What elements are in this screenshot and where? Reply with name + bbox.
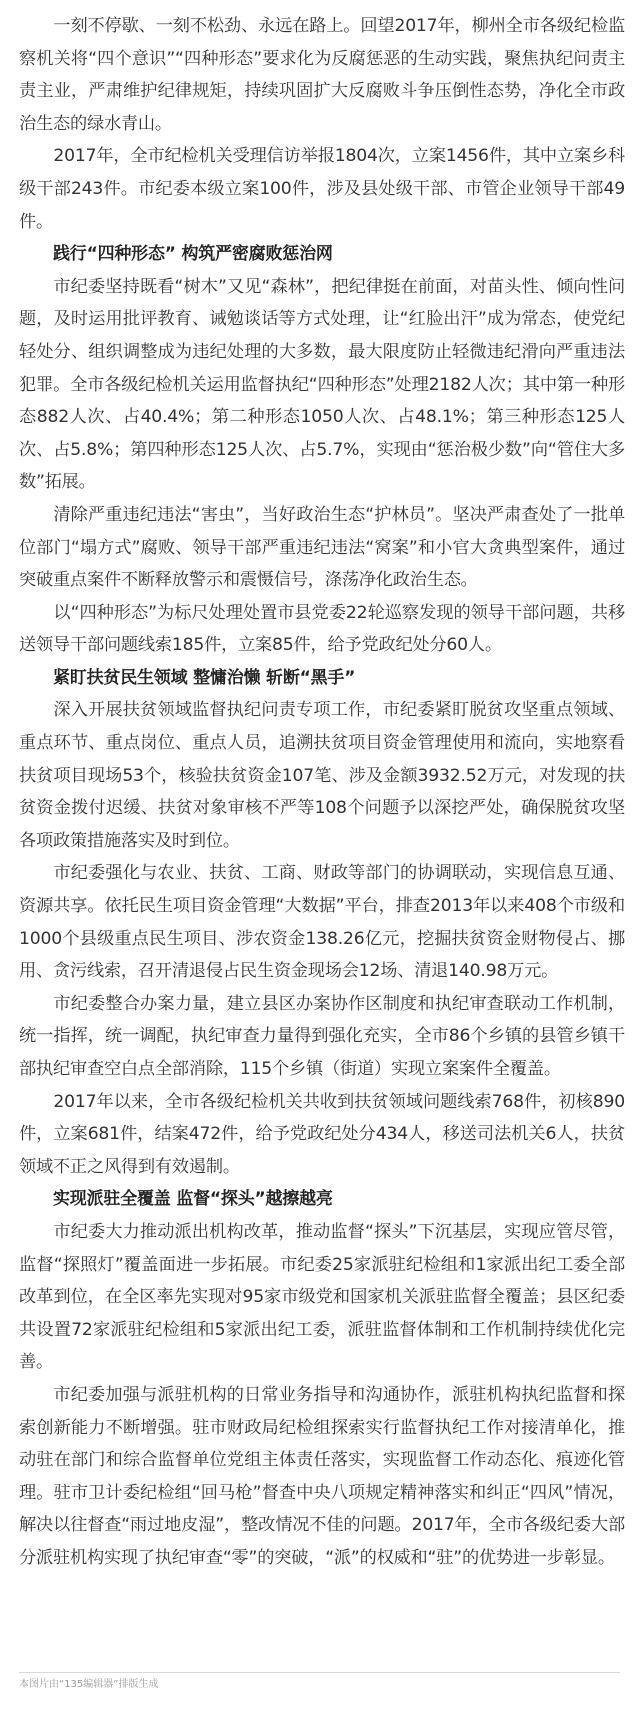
section-heading: 实现派驻全覆盖 监督“探头”越擦越亮 xyxy=(53,1189,333,1210)
article-paragraph: 市纪委大力推动派出机构改革，推动监督“探头”下沉基层，实现应管尽管，监督“探照灯”覆盖面进一步拓展。市纪委25家派驻纪检组和1家派出纪工委全部改革到位，在全区率先实现对95家市级党和国家机关派驻监督全覆盖；县区纪委共设置72家派驻纪检组和5家派出纪工委，派驻监督体制和工作机制持续优化完善。 xyxy=(19,1221,625,1373)
article-paragraph: 市纪委强化与农业、扶贫、工商、财政等部门的协调联动，实现信息互通、资源共享。依托民生项目资金管理“大数据”平台，排查2013年以来408个市级和1000个县级重点民生项目、涉农资金138.26亿元，挖掘扶贫资金财物侵占、挪用、贪污线索，召开清退侵占民生资金现场会12场、清退140.98万元。 xyxy=(19,863,625,982)
article-paragraph: 市纪委加强与派驻机构的日常业务指导和沟通协作，派驻机构执纪监督和探索创新能力不断增强。驻市财政局纪检组探索实行监督执纪工作对接清单化，推动驻在部门和综合监督单位党组主体责任落实，实现监督工作动态化、痕迹化管理。驻市卫计委纪检组“回马枪”督查中央八项规定精神落实和纠正“四风”情况，解决以往督查“雨过地皮湿”，整改情况不佳的问题。2017年，全市各级纪委大部分派驻机构实现了执纪审查“零”的突破，“派”的权威和“驻”的优势进一步彰显。 xyxy=(19,1384,625,1568)
section-heading: 践行“四种形态” 构筑严密腐败惩治网 xyxy=(53,244,333,265)
section-heading: 紧盯扶贫民生领域 整慵治懒 斩断“黑手” xyxy=(53,667,356,688)
article-paragraph: 2017年以来，全市各级纪检机关共收到扶贫领域问题线索768件，初核890件，立案681件，结案472件，给予党政纪处分434人，移送司法机关6人，扶贫领域不正之风得到有效遏制。 xyxy=(19,1091,625,1177)
article-paragraph: 一刻不停歇、一刻不松劲、永远在路上。回望2017年，柳州全市各级纪检监察机关将“四个意识”“四种形态”要求化为反腐惩恶的生动实践，聚焦执纪问责主责主业，严肃维护纪律规矩，持续巩固扩大反腐败斗争压倒性态势，净化全市政治生态的绿水青山。 xyxy=(19,16,625,134)
article-paragraph: 市纪委整合办案力量，建立县区办案协作区制度和执纪审查联动工作机制，统一指挥，统一调配，执纪审查力量得到强化充实，全市86个乡镇的县管乡镇干部执纪审查空白点全部消除，115个乡镇（街道）实现立案案件全覆盖。 xyxy=(19,993,625,1079)
article-body xyxy=(19,10,625,1575)
footer-divider xyxy=(19,1672,620,1673)
footer-note: 本图片由“135编辑器”排版生成 xyxy=(19,1679,159,1690)
article-paragraph: 2017年，全市纪检机关受理信访举报1804次，立案1456件，其中立案乡科级干部243件。市纪委本级立案100件，涉及县处级干部、市管企业领导干部49件。 xyxy=(19,146,625,232)
article-paragraph: 市纪委坚持既看“树木”又见“森林”，把纪律挺在前面，对苗头性、倾向性问题，及时运用批评教育、诫勉谈话等方式处理，让“红脸出汗”成为常态，使党纪轻处分、组织调整成为违纪处理的大多数，最大限度防止轻微违纪滑向严重违法犯罪。全市各级纪检机关运用监督执纪“四种形态”处理2182人次；其中第一种形态882人次、占40.4%；第二种形态1050人次、占48.1%；第三种形态125人次、占5.8%；第四种形态125人次、占5.7%，实现由“惩治极少数”向“管住大多数”拓展。 xyxy=(19,276,625,493)
article-paragraph: 深入开展扶贫领域监督执纪问责专项工作，市纪委紧盯脱贫攻坚重点领域、重点环节、重点岗位、重点人员，追溯扶贫项目资金管理使用和流向，实地察看扶贫项目现场53个，核验扶贫资金107笔、涉及金额3932.52万元，对发现的扶贫资金拨付迟缓、扶贫对象审核不严等108个问题予以深挖严处，确保脱贫攻坚各项政策措施落实及时到位。 xyxy=(19,700,625,851)
article-paragraph: 以“四种形态”为标尺处理处置市县党委22轮巡察发现的领导干部问题，共移送领导干部问题线索185件，立案85件，给予党政纪处分60人。 xyxy=(19,602,625,656)
article-paragraph: 清除严重违纪违法“害虫”，当好政治生态“护林员”。坚决严肃查处了一批单位部门“塌方式”腐败、领导干部严重违纪违法“窝案”和小官大贪典型案件，通过突破重点案件不断释放警示和震慑信号，涤荡净化政治生态。 xyxy=(19,504,625,591)
